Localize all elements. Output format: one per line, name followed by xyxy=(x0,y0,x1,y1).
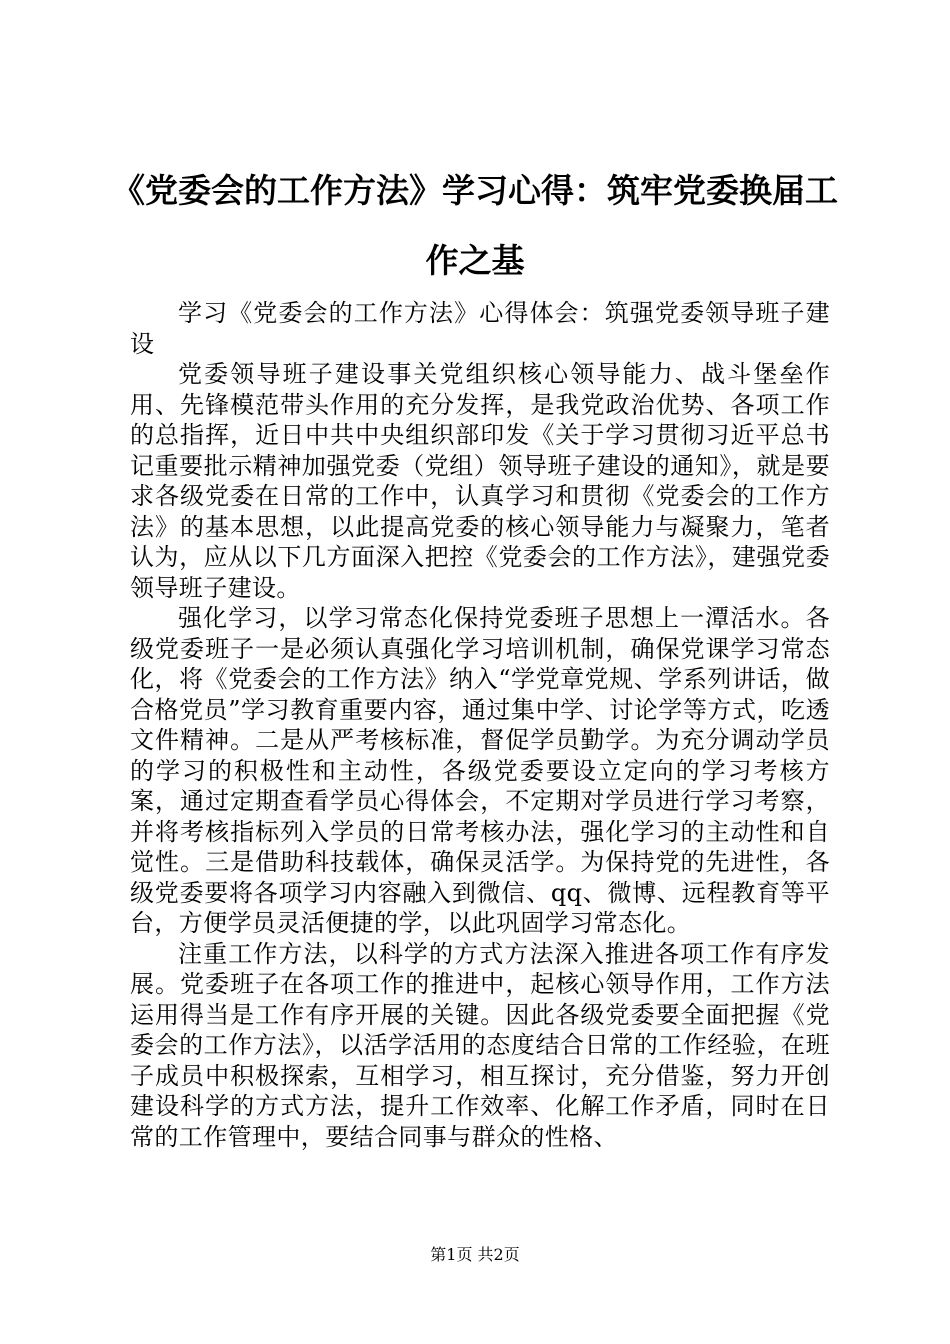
document-title: 《党委会的工作方法》学习心得：筑牢党委换届工作之基 xyxy=(112,171,838,280)
paragraph-subtitle: 学习《党委会的工作方法》心得体会：筑强党委领导班子建设 xyxy=(130,299,830,358)
document-body xyxy=(130,298,830,1152)
paragraph-method: 注重工作方法，以科学的方式方法深入推进各项工作有序发展。党委班子在各项工作的推进中，起核心领导作用，工作方法运用得当是工作有序开展的关键。因此各级党委要全面把握《党委会的工作方法》，以活学活用的态度结合日常的工作经验，在班子成员中积极探索，互相学习，相互探讨，充分借鉴，努力开创建设科学的方式方法，提升工作效率、化解工作矛盾，同时在日常的工作管理中，要结合同事与群众的性格、 xyxy=(130,939,830,1151)
page-footer: 第1页 共2页 xyxy=(430,1245,520,1264)
paragraph-study: 强化学习，以学习常态化保持党委班子思想上一潭活水。各级党委班子一是必须认真强化学习培训机制，确保党课学习常态化，将《党委会的工作方法》纳入“学党章党规、学系列讲话，做合格党员”学习教育重要内容，通过集中学、讨论学等方式，吃透文件精神。二是从严考核标准，督促学员勤学。为充分调动学员的学习的积极性和主动性，各级党委要设立定向的学习考核方案，通过定期查看学员心得体会，不定期对学员进行学习考察，并将考核指标列入学员的日常考核办法，强化学习的主动性和自觉性。三是借助科技载体，确保灵活学。为保持党的先进性，各级党委要将各项学习内容融入到微信、qq、微博、远程教育等平台，方便学员灵活便捷的学，以此巩固学习常态化。 xyxy=(130,604,830,937)
paragraph-intro: 党委领导班子建设事关党组织核心领导能力、战斗堡垒作用、先锋模范带头作用的充分发挥，是我党政治优势、各项工作的总指挥，近日中共中央组织部印发《关于学习贯彻习近平总书记重要批示精神加强党委（党组）领导班子建设的通知》，就是要求各级党委在日常的工作中，认真学习和贯彻《党委会的工作方法》的基本思想，以此提高党委的核心领导能力与凝聚力，笔者认为，应从以下几方面深入把控《党委会的工作方法》，建强党委领导班子建设。 xyxy=(130,360,830,602)
